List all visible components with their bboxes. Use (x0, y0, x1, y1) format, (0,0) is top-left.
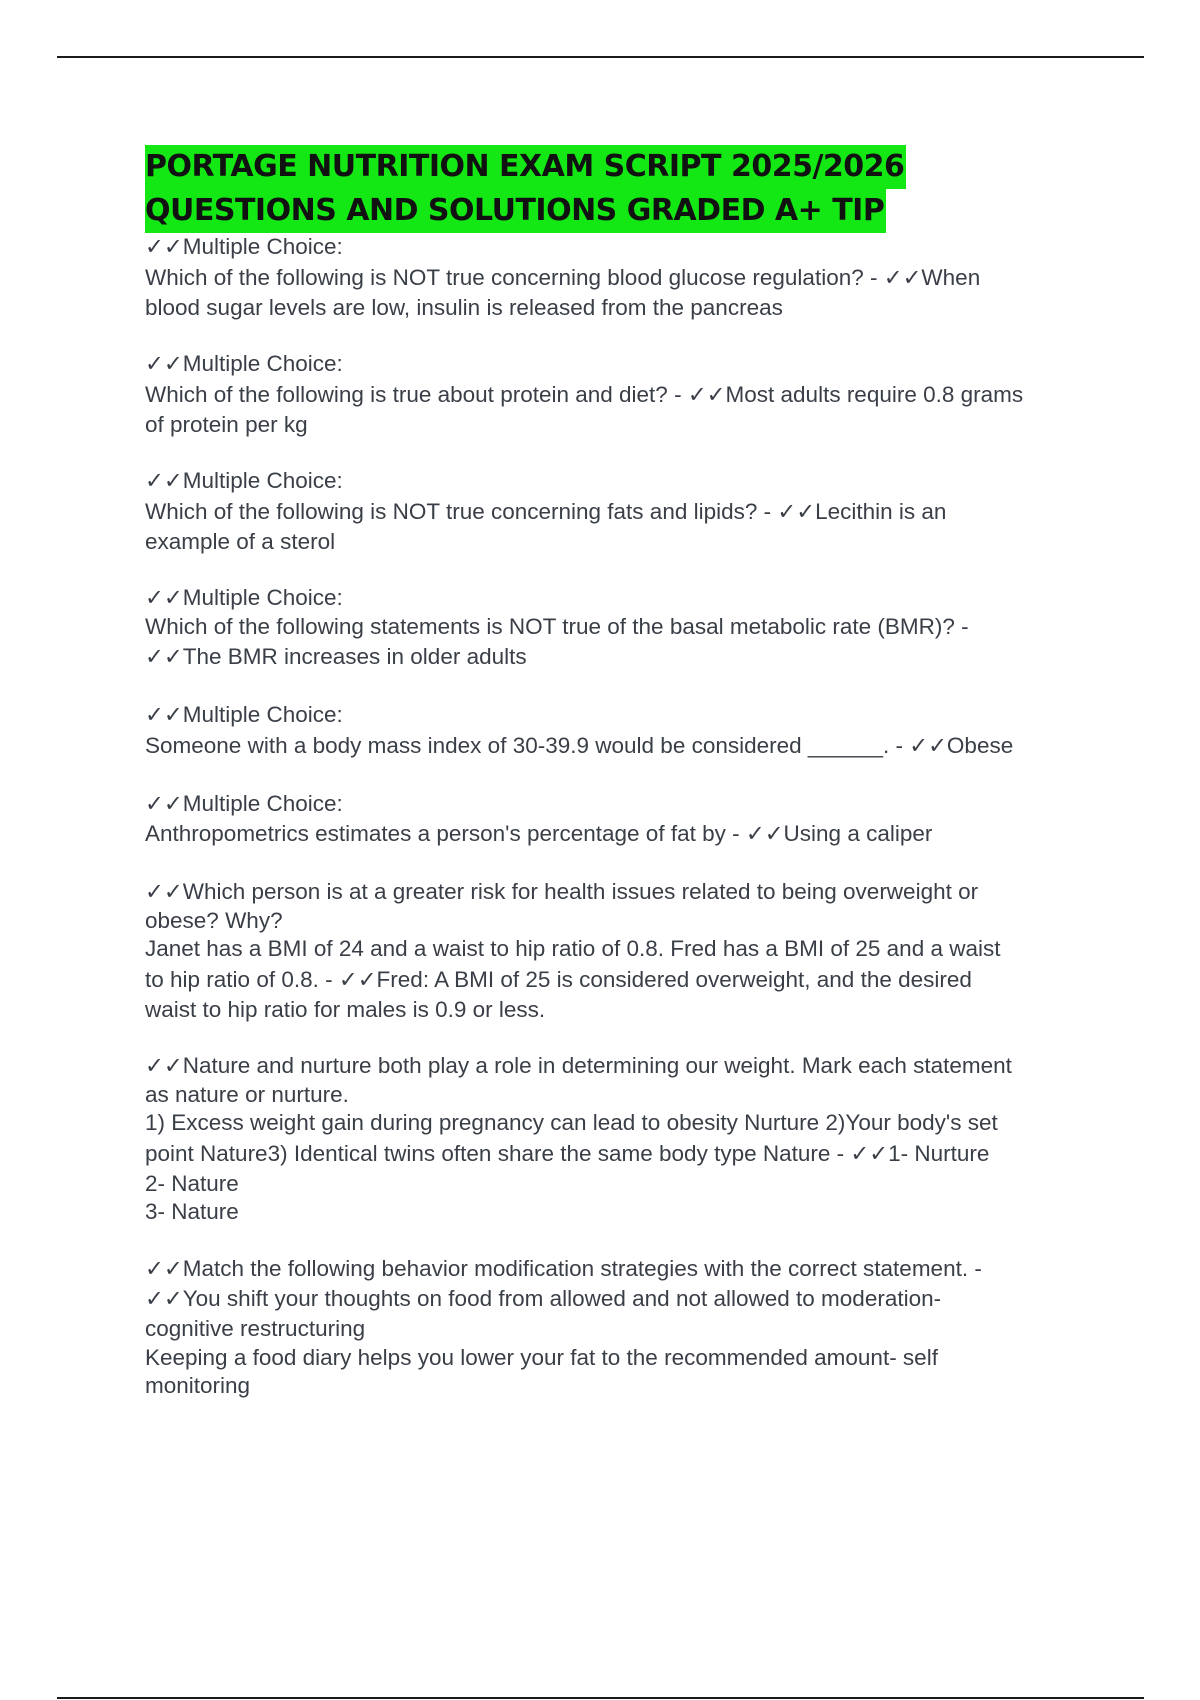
answer-text: monitoring (145, 1373, 251, 1398)
question-text: ✓✓Match the following behavior modification strategies with the correct statement. - (145, 1255, 982, 1281)
qa-entry (145, 350, 1105, 439)
qa-entry (145, 467, 1105, 556)
question-text: Which of the following statements is NOT true of the basal metabolic rate (BMR)? - (145, 613, 969, 639)
answer-text: of protein per kg (145, 411, 308, 437)
question-text: Janet has a BMI of 24 and a waist to hip ratio of 0.8. Fred has a BMI of 25 and a waist (145, 936, 1001, 961)
question-label: ✓✓Multiple Choice: (145, 351, 343, 376)
answer-text: point Nature3) Identical twins often share the same body type Nature - ✓✓1- Nurture (145, 1140, 990, 1166)
answer-text: ✓✓You shift your thoughts on food from allowed and not allowed to moderation- (145, 1286, 942, 1311)
question-label: ✓✓Multiple Choice: (145, 790, 343, 816)
bottom-rule (57, 1697, 1144, 1699)
document-title (145, 145, 1105, 233)
answer-text: 2- Nature (145, 1170, 239, 1196)
qa-entry (145, 584, 1105, 673)
title-line-1: PORTAGE NUTRITION EXAM SCRIPT 2025/2026 (145, 145, 906, 189)
qa-entry (145, 1255, 1105, 1401)
answer-text: waist to hip ratio for males is 0.9 or less. (145, 996, 546, 1022)
top-rule (57, 56, 1144, 58)
answer-text: to hip ratio of 0.8. - ✓✓Fred: A BMI of 25 is considered overweight, and the desired (145, 966, 972, 992)
qa-entry (145, 701, 1105, 762)
answer-text: example of a sterol (145, 528, 336, 554)
question-text: Which of the following is true about protein and diet? - ✓✓Most adults require 0.8 grams (145, 381, 1024, 407)
question-text: Which of the following is NOT true concerning fats and lipids? - ✓✓Lecithin is an (145, 498, 947, 524)
question-label: ✓✓Multiple Choice: (145, 702, 343, 727)
qa-entry (145, 878, 1105, 1024)
qa-entry (145, 790, 1105, 851)
question-text: obese? Why? (145, 907, 283, 933)
title-line-2: QUESTIONS AND SOLUTIONS GRADED A+ TIP (145, 189, 886, 233)
question-text: Someone with a body mass index of 30-39.9 would be considered ______. - ✓✓Obese (145, 732, 1014, 758)
question-text: ✓✓Which person is at a greater risk for health issues related to being overweight or (145, 879, 979, 904)
answer-text: blood sugar levels are low, insulin is released from the pancreas (145, 294, 783, 320)
question-text: 1) Excess weight gain during pregnancy can lead to obesity Nurture 2)Your body's set (145, 1110, 998, 1135)
qa-list (145, 233, 1105, 1401)
question-text: Anthropometrics estimates a person's percentage of fat by - ✓✓Using a caliper (145, 821, 933, 846)
document-body (145, 145, 1105, 1429)
answer-text: 3- Nature (145, 1199, 239, 1224)
qa-entry (145, 1052, 1105, 1227)
answer-text: ✓✓The BMR increases in older adults (145, 644, 527, 669)
question-text: Which of the following is NOT true concerning blood glucose regulation? - ✓✓When (145, 264, 981, 290)
answer-text: cognitive restructuring (145, 1316, 366, 1341)
answer-text: Keeping a food diary helps you lower your fat to the recommended amount- self (145, 1344, 938, 1370)
question-text: as nature or nurture. (145, 1081, 349, 1107)
question-label: ✓✓Multiple Choice: (145, 585, 343, 610)
qa-entry (145, 233, 1105, 322)
question-label: ✓✓Multiple Choice: (145, 468, 343, 493)
question-text: ✓✓Nature and nurture both play a role in determining our weight. Mark each statement (145, 1053, 1012, 1078)
question-label: ✓✓Multiple Choice: (145, 234, 343, 259)
